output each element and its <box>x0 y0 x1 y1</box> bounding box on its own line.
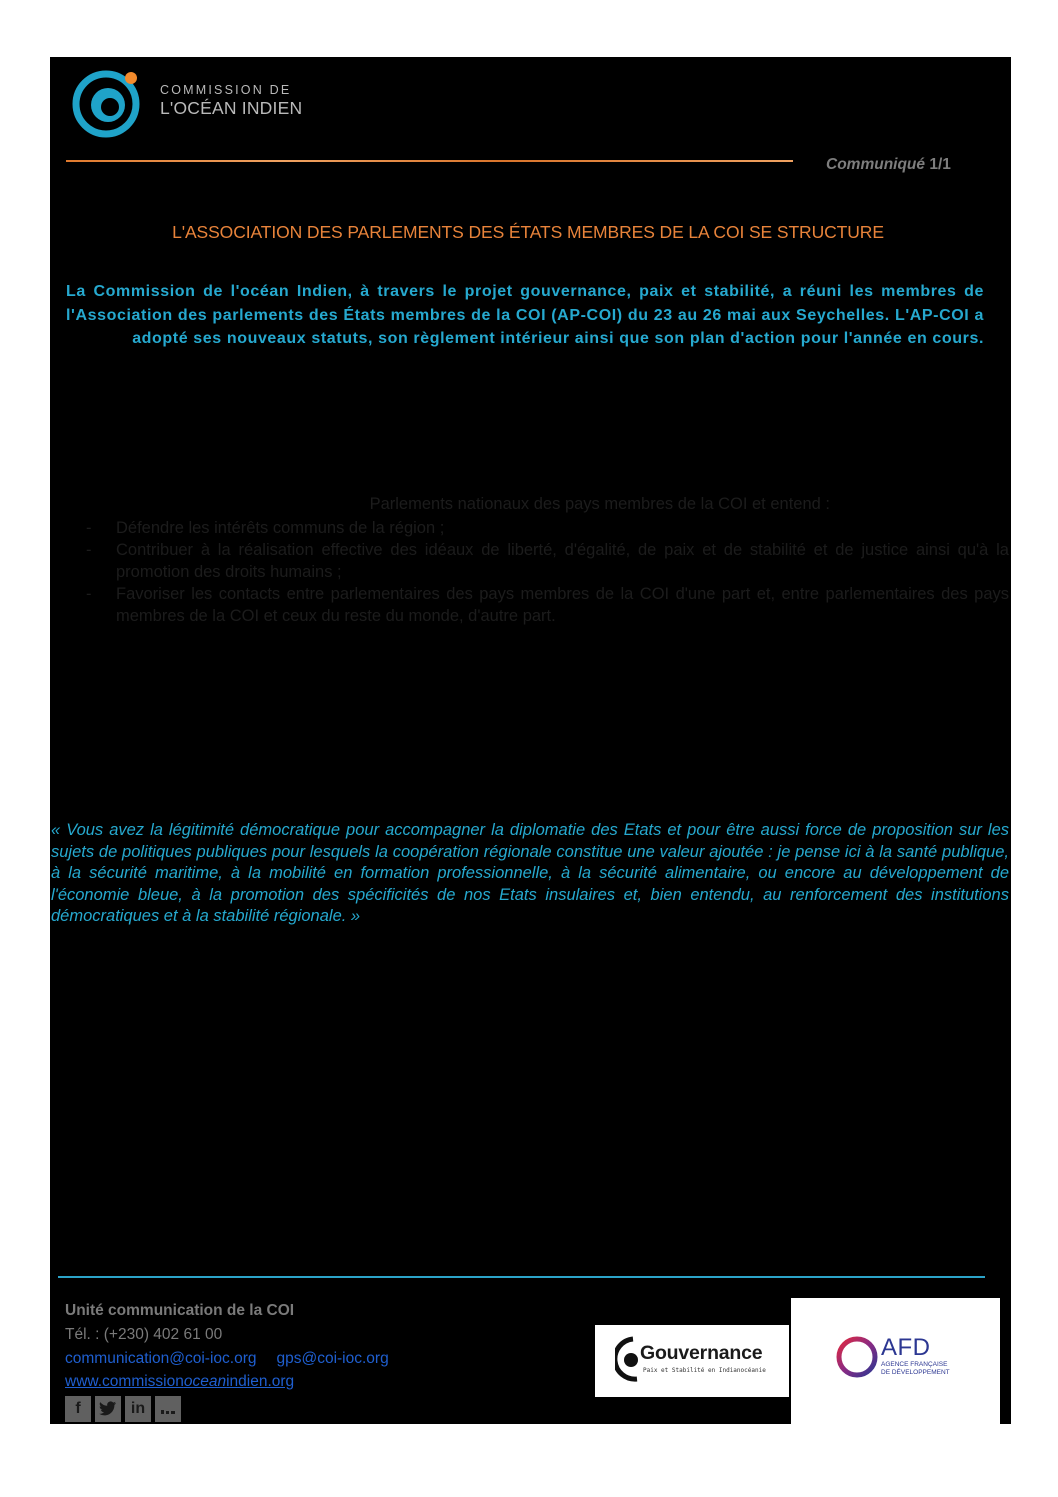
communique-word: Communiqué <box>826 156 926 173</box>
twitter-icon[interactable] <box>95 1396 121 1422</box>
bullet-list <box>86 517 1009 627</box>
footer-emails <box>65 1350 389 1368</box>
communique-page: 1/1 <box>929 156 951 173</box>
paragraph-intro: Parlements nationaux des pays membres de la COI et entend : <box>369 495 830 513</box>
article-title: L'ASSOCIATION DES PARLEMENTS DES ÉTATS MEMBRES DE LA COI SE STRUCTURE <box>172 222 884 242</box>
gouvernance-mark-icon <box>615 1333 643 1387</box>
org-name <box>160 84 302 117</box>
afd-logo <box>791 1298 1000 1424</box>
list-item: - Contribuer à la réalisation effective des idéaux de liberté, d'égalité, de paix et de stabilité et de justice ainsi qu'à la promotion des droits humains ; <box>86 541 1009 581</box>
afd-text: AFD <box>881 1334 931 1361</box>
gouvernance-subtext: Paix et Stabilité en Indianocéanie <box>643 1367 766 1374</box>
page-sheet <box>50 57 1011 1424</box>
afd-ring-icon <box>835 1335 879 1379</box>
youtube-icon[interactable] <box>155 1396 181 1422</box>
gouvernance-text: Gouvernance <box>640 1342 763 1364</box>
org-line1: COMMISSION DE <box>160 83 292 97</box>
header-divider <box>66 160 793 162</box>
gouvernance-logo <box>595 1325 789 1397</box>
website-link[interactable]: www.commissionoceanindien.org <box>65 1373 295 1390</box>
afd-subtext: AGENCE FRANÇAISE DE DÉVELOPPEMENT <box>881 1361 950 1376</box>
email-link-gps[interactable]: gps@coi-ioc.org <box>276 1350 389 1367</box>
article-intro: La Commission de l'océan Indien, à travers le projet gouvernance, paix et stabilité, a réuni les membres de l'Association des parlements des États membres de la COI (AP-COI) du 23 au 26 mai aux Seychelles. L'AP-COI a adopté ses nouveaux statuts, son règlement intérieur ainsi que son plan d'action pour l'année en cours. <box>66 283 984 347</box>
social-links <box>65 1396 181 1422</box>
email-link-communication[interactable]: communication@coi-ioc.org <box>65 1350 257 1367</box>
footer-phone: Tél. : (+230) 402 61 00 <box>65 1326 223 1343</box>
list-item: - Défendre les intérêts communs de la région ; <box>86 519 445 537</box>
quote-block: « Vous avez la légitimité démocratique pour accompagner la diplomatie des Etats et pour être aussi force de proposition sur les sujets de politiques publiques pour lesquels la coopération régionale constitue une valeur ajoutée : je pense ici à la santé publique, à la sécurité maritime, à la mobilité en formation professionnelle, à la sécurité alimentaire, ou encore au développement de l'économie bleue, à la promotion des spécificités de nos Etats insulaires et, bien entendu, au renforcement des institutions démocratiques et à la stabilité régionale. » <box>51 821 1009 925</box>
facebook-icon[interactable]: f <box>65 1396 91 1422</box>
org-line2: L'OCÉAN INDIEN <box>160 97 303 118</box>
footer-divider <box>58 1276 985 1278</box>
communique-label <box>826 156 951 174</box>
footer-unit: Unité communication de la COI <box>65 1302 295 1319</box>
list-item: - Favoriser les contacts entre parlementaires des pays membres de la COI d'une part et, entre parlementaires des pays membres de la COI et ceux du reste du monde, d'autre part. <box>86 585 1009 625</box>
coi-logo-icon <box>72 66 142 138</box>
linkedin-icon[interactable]: in <box>125 1396 151 1422</box>
